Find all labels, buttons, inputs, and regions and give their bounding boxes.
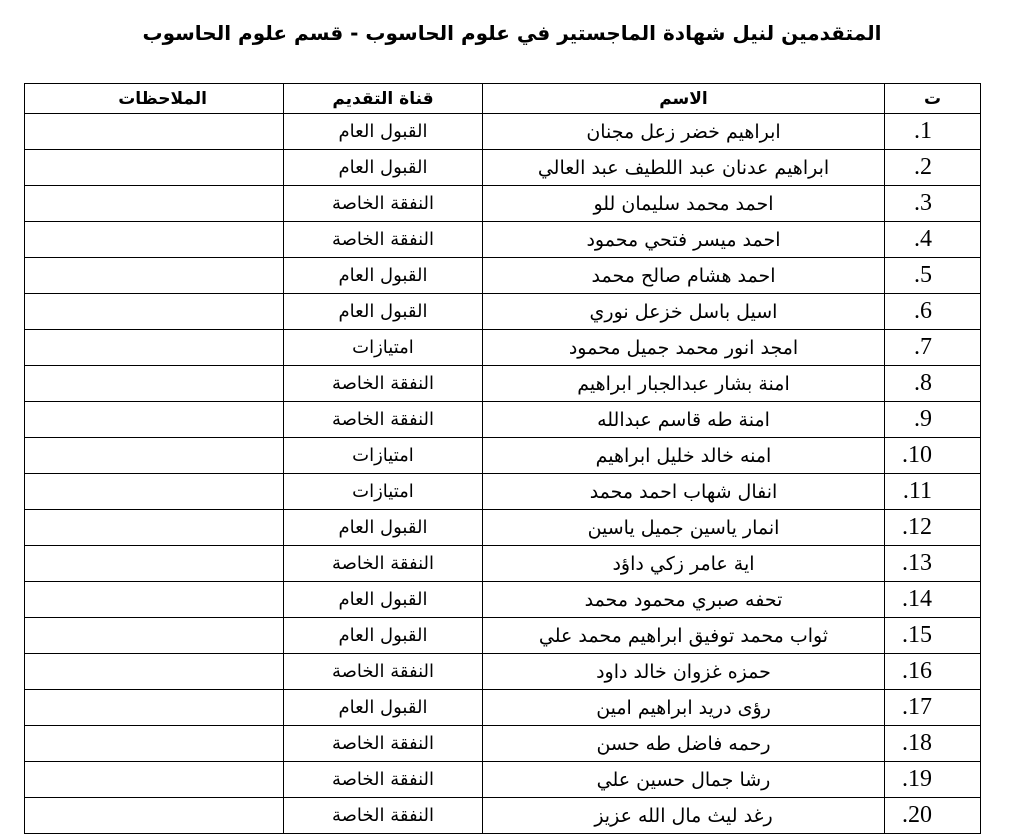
table-row [25, 366, 981, 402]
name-cell: امنه خالد خليل ابراهيم [483, 438, 885, 474]
notes-cell [25, 222, 284, 258]
table-row [25, 222, 981, 258]
channel-cell: امتيازات [284, 438, 483, 474]
table-row [25, 618, 981, 654]
table-row [25, 546, 981, 582]
channel-cell: النفقة الخاصة [284, 366, 483, 402]
table-row [25, 294, 981, 330]
channel-cell: القبول العام [284, 690, 483, 726]
channel-cell: النفقة الخاصة [284, 726, 483, 762]
channel-cell: القبول العام [284, 582, 483, 618]
applicants-table-container [24, 83, 980, 834]
header-name: الاسم [483, 84, 885, 114]
number-cell: .5 [885, 258, 981, 294]
notes-cell [25, 366, 284, 402]
notes-cell [25, 330, 284, 366]
number-cell: .20 [885, 798, 981, 834]
channel-cell: القبول العام [284, 150, 483, 186]
table-row [25, 510, 981, 546]
name-cell: امنة طه قاسم عبدالله [483, 402, 885, 438]
name-cell: امنة بشار عبدالجبار ابراهيم [483, 366, 885, 402]
number-cell: .19 [885, 762, 981, 798]
table-row [25, 150, 981, 186]
number-cell: .6 [885, 294, 981, 330]
channel-cell: النفقة الخاصة [284, 222, 483, 258]
name-cell: رؤى دريد ابراهيم امين [483, 690, 885, 726]
channel-cell: النفقة الخاصة [284, 186, 483, 222]
notes-cell [25, 618, 284, 654]
notes-cell [25, 510, 284, 546]
name-cell: ابراهيم خضر زعل مجنان [483, 114, 885, 150]
number-cell: .7 [885, 330, 981, 366]
number-cell: .18 [885, 726, 981, 762]
applicants-table [24, 83, 981, 834]
notes-cell [25, 690, 284, 726]
table-row [25, 186, 981, 222]
number-cell: .17 [885, 690, 981, 726]
number-cell: .15 [885, 618, 981, 654]
name-cell: رشا جمال حسين علي [483, 762, 885, 798]
name-cell: ثواب محمد توفيق ابراهيم محمد علي [483, 618, 885, 654]
table-row [25, 114, 981, 150]
name-cell: اسيل باسل خزعل نوري [483, 294, 885, 330]
name-cell: انفال شهاب احمد محمد [483, 474, 885, 510]
name-cell: احمد هشام صالح محمد [483, 258, 885, 294]
notes-cell [25, 726, 284, 762]
channel-cell: القبول العام [284, 510, 483, 546]
channel-cell: النفقة الخاصة [284, 546, 483, 582]
notes-cell [25, 150, 284, 186]
number-cell: .3 [885, 186, 981, 222]
name-cell: اية عامر زكي داؤد [483, 546, 885, 582]
header-number: ت [885, 84, 981, 114]
header-row [25, 84, 981, 114]
number-cell: .12 [885, 510, 981, 546]
channel-cell: القبول العام [284, 294, 483, 330]
notes-cell [25, 654, 284, 690]
table-row [25, 258, 981, 294]
name-cell: رحمه فاضل طه حسن [483, 726, 885, 762]
notes-cell [25, 546, 284, 582]
notes-cell [25, 582, 284, 618]
number-cell: .9 [885, 402, 981, 438]
table-row [25, 654, 981, 690]
table-row [25, 402, 981, 438]
name-cell: رغد ليث مال الله عزيز [483, 798, 885, 834]
table-row [25, 762, 981, 798]
channel-cell: النفقة الخاصة [284, 654, 483, 690]
number-cell: .14 [885, 582, 981, 618]
notes-cell [25, 294, 284, 330]
channel-cell: القبول العام [284, 114, 483, 150]
number-cell: .11 [885, 474, 981, 510]
notes-cell [25, 798, 284, 834]
notes-cell [25, 762, 284, 798]
table-row [25, 330, 981, 366]
notes-cell [25, 438, 284, 474]
number-cell: .16 [885, 654, 981, 690]
number-cell: .13 [885, 546, 981, 582]
channel-cell: امتيازات [284, 474, 483, 510]
table-row [25, 798, 981, 834]
name-cell: احمد محمد سليمان للو [483, 186, 885, 222]
name-cell: حمزه غزوان خالد داود [483, 654, 885, 690]
name-cell: تحفه صبري محمود محمد [483, 582, 885, 618]
channel-cell: القبول العام [284, 258, 483, 294]
name-cell: احمد ميسر فتحي محمود [483, 222, 885, 258]
name-cell: امجد انور محمد جميل محمود [483, 330, 885, 366]
table-body [25, 114, 981, 834]
table-header [25, 84, 981, 114]
table-row [25, 438, 981, 474]
notes-cell [25, 114, 284, 150]
number-cell: .10 [885, 438, 981, 474]
number-cell: .1 [885, 114, 981, 150]
channel-cell: النفقة الخاصة [284, 798, 483, 834]
notes-cell [25, 186, 284, 222]
number-cell: .2 [885, 150, 981, 186]
table-row [25, 690, 981, 726]
notes-cell [25, 258, 284, 294]
header-channel: قناة التقديم [284, 84, 483, 114]
table-row [25, 474, 981, 510]
notes-cell [25, 474, 284, 510]
name-cell: ابراهيم عدنان عبد اللطيف عبد العالي [483, 150, 885, 186]
channel-cell: النفقة الخاصة [284, 402, 483, 438]
notes-cell [25, 402, 284, 438]
channel-cell: امتيازات [284, 330, 483, 366]
number-cell: .8 [885, 366, 981, 402]
table-row [25, 726, 981, 762]
table-row [25, 582, 981, 618]
header-notes: الملاحظات [25, 84, 284, 114]
channel-cell: النفقة الخاصة [284, 762, 483, 798]
page-title: المتقدمين لنيل شهادة الماجستير في علوم الحاسوب - قسم علوم الحاسوب [142, 21, 882, 45]
channel-cell: القبول العام [284, 618, 483, 654]
number-cell: .4 [885, 222, 981, 258]
name-cell: انمار ياسين جميل ياسين [483, 510, 885, 546]
